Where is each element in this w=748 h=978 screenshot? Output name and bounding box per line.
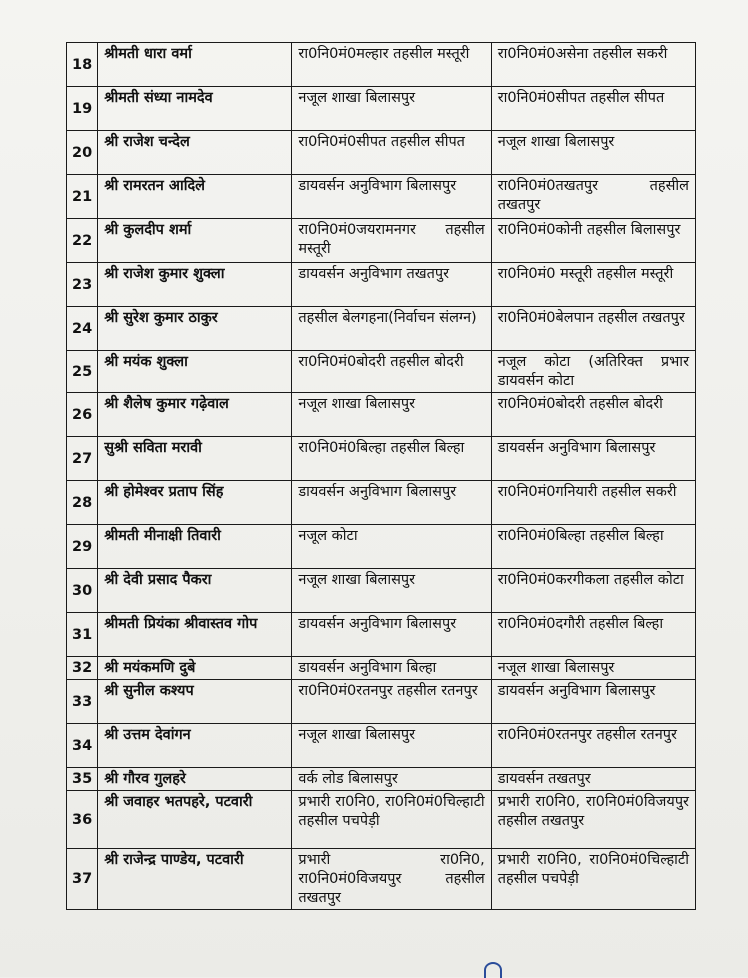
cell-from: रा0नि0मं0रतनपुर तहसील रतनपुर xyxy=(292,680,491,724)
cell-to: रा0नि0मं0बेलपान तहसील तखतपुर xyxy=(491,307,695,351)
cell-from: वर्क लोड बिलासपुर xyxy=(292,768,491,791)
cell-name: श्री होमेश्वर प्रताप सिंह xyxy=(98,481,292,525)
cell-num: 29 xyxy=(67,525,98,569)
cell-name: श्री सुनील कश्यप xyxy=(98,680,292,724)
cell-to: डायवर्सन अनुविभाग बिलासपुर xyxy=(491,437,695,481)
table-row xyxy=(67,351,696,393)
cell-name: श्री राजेश चन्देल xyxy=(98,131,292,175)
table-row xyxy=(67,849,696,910)
cell-to: प्रभारी रा0नि0, रा0नि0मं0चिल्हाटी तहसील पचपेड़ी xyxy=(491,849,695,910)
cell-to: रा0नि0मं0कोनी तहसील बिलासपुर xyxy=(491,219,695,263)
cell-to: डायवर्सन तखतपुर xyxy=(491,768,695,791)
cell-from: रा0नि0मं0बिल्हा तहसील बिल्हा xyxy=(292,437,491,481)
cell-name: श्री रामरतन आदिले xyxy=(98,175,292,219)
cell-from: प्रभारी रा0नि0, रा0नि0मं0विजयपुर तहसील तखतपुर xyxy=(292,849,491,910)
cell-name: श्रीमती प्रियंका श्रीवास्तव गोप xyxy=(98,613,292,657)
cell-num: 33 xyxy=(67,680,98,724)
cell-from: डायवर्सन अनुविभाग बिल्हा xyxy=(292,657,491,680)
table-row xyxy=(67,437,696,481)
cell-from: नजूल शाखा बिलासपुर xyxy=(292,569,491,613)
table-row xyxy=(67,525,696,569)
cell-to: रा0नि0मं0दगौरी तहसील बिल्हा xyxy=(491,613,695,657)
cell-num: 19 xyxy=(67,87,98,131)
table-row xyxy=(67,393,696,437)
table-row xyxy=(67,219,696,263)
cell-from: डायवर्सन अनुविभाग बिलासपुर xyxy=(292,175,491,219)
cell-name: श्री मयंकमणि दुबे xyxy=(98,657,292,680)
cell-name: श्री उत्तम देवांगन xyxy=(98,724,292,768)
table-row xyxy=(67,768,696,791)
cell-from: प्रभारी रा0नि0, रा0नि0मं0चिल्हाटी तहसील पचपेड़ी xyxy=(292,791,491,849)
table-row xyxy=(67,43,696,87)
cell-name: श्रीमती संध्या नामदेव xyxy=(98,87,292,131)
cell-to: रा0नि0मं0तखतपुर तहसील तखतपुर xyxy=(491,175,695,219)
table-row xyxy=(67,307,696,351)
cell-num: 37 xyxy=(67,849,98,910)
cell-from: नजूल कोटा xyxy=(292,525,491,569)
table-row xyxy=(67,263,696,307)
cell-to: रा0नि0मं0सीपत तहसील सीपत xyxy=(491,87,695,131)
cell-name: श्री मयंक शुक्ला xyxy=(98,351,292,393)
cell-num: 21 xyxy=(67,175,98,219)
cell-from: रा0नि0मं0बोदरी तहसील बोदरी xyxy=(292,351,491,393)
cell-name: श्री शैलेष कुमार गढ़ेवाल xyxy=(98,393,292,437)
cell-from: डायवर्सन अनुविभाग बिलासपुर xyxy=(292,613,491,657)
table-row xyxy=(67,613,696,657)
cell-num: 18 xyxy=(67,43,98,87)
cell-name: श्री राजेन्द्र पाण्डेय, पटवारी xyxy=(98,849,292,910)
cell-name: श्री कुलदीप शर्मा xyxy=(98,219,292,263)
cell-num: 35 xyxy=(67,768,98,791)
cell-to: नजूल शाखा बिलासपुर xyxy=(491,131,695,175)
cell-num: 24 xyxy=(67,307,98,351)
table-row xyxy=(67,87,696,131)
transfer-table xyxy=(66,42,696,910)
cell-name: श्री गौरव गुलहरे xyxy=(98,768,292,791)
cell-from: रा0नि0मं0सीपत तहसील सीपत xyxy=(292,131,491,175)
cell-num: 31 xyxy=(67,613,98,657)
cell-name: श्री देवी प्रसाद पैकरा xyxy=(98,569,292,613)
table-row xyxy=(67,657,696,680)
cell-from: नजूल शाखा बिलासपुर xyxy=(292,724,491,768)
table-row xyxy=(67,481,696,525)
cell-to: प्रभारी रा0नि0, रा0नि0मं0विजयपुर तहसील तखतपुर xyxy=(491,791,695,849)
cell-from: नजूल शाखा बिलासपुर xyxy=(292,393,491,437)
cell-num: 27 xyxy=(67,437,98,481)
cell-num: 28 xyxy=(67,481,98,525)
cell-from: नजूल शाखा बिलासपुर xyxy=(292,87,491,131)
cell-to: रा0नि0मं0असेना तहसील सकरी xyxy=(491,43,695,87)
cell-to: रा0नि0मं0बिल्हा तहसील बिल्हा xyxy=(491,525,695,569)
cell-name: श्री राजेश कुमार शुक्ला xyxy=(98,263,292,307)
cell-num: 34 xyxy=(67,724,98,768)
table-row xyxy=(67,791,696,849)
transfer-table-body xyxy=(67,43,696,910)
table-row xyxy=(67,131,696,175)
table-row xyxy=(67,569,696,613)
cell-from: डायवर्सन अनुविभाग बिलासपुर xyxy=(292,481,491,525)
cell-name: श्रीमती धारा वर्मा xyxy=(98,43,292,87)
table-row xyxy=(67,680,696,724)
cell-name: श्री सुरेश कुमार ठाकुर xyxy=(98,307,292,351)
cell-to: नजूल शाखा बिलासपुर xyxy=(491,657,695,680)
cell-num: 22 xyxy=(67,219,98,263)
cell-from: तहसील बेलगहना(निर्वाचन संलग्न) xyxy=(292,307,491,351)
cell-num: 20 xyxy=(67,131,98,175)
cell-to: रा0नि0मं0रतनपुर तहसील रतनपुर xyxy=(491,724,695,768)
cell-name: श्रीमती मीनाक्षी तिवारी xyxy=(98,525,292,569)
cell-from: डायवर्सन अनुविभाग तखतपुर xyxy=(292,263,491,307)
cell-num: 23 xyxy=(67,263,98,307)
cell-to: रा0नि0मं0करगीकला तहसील कोटा xyxy=(491,569,695,613)
table-row xyxy=(67,724,696,768)
cell-to: रा0नि0मं0बोदरी तहसील बोदरी xyxy=(491,393,695,437)
cell-num: 30 xyxy=(67,569,98,613)
cell-to: रा0नि0मं0गनियारी तहसील सकरी xyxy=(491,481,695,525)
cell-to: नजूल कोटा (अतिरिक्त प्रभार डायवर्सन कोटा xyxy=(491,351,695,393)
table-row xyxy=(67,175,696,219)
cell-to: डायवर्सन अनुविभाग बिलासपुर xyxy=(491,680,695,724)
cell-name: श्री जवाहर भतपहरे, पटवारी xyxy=(98,791,292,849)
cell-from: रा0नि0मं0जयरामनगर तहसील मस्तूरी xyxy=(292,219,491,263)
cell-num: 36 xyxy=(67,791,98,849)
bottom-mark xyxy=(484,962,502,978)
cell-num: 26 xyxy=(67,393,98,437)
cell-to: रा0नि0मं0 मस्तूरी तहसील मस्तूरी xyxy=(491,263,695,307)
cell-name: सुश्री सविता मरावी xyxy=(98,437,292,481)
cell-from: रा0नि0मं0मल्हार तहसील मस्तूरी xyxy=(292,43,491,87)
cell-num: 32 xyxy=(67,657,98,680)
cell-num: 25 xyxy=(67,351,98,393)
